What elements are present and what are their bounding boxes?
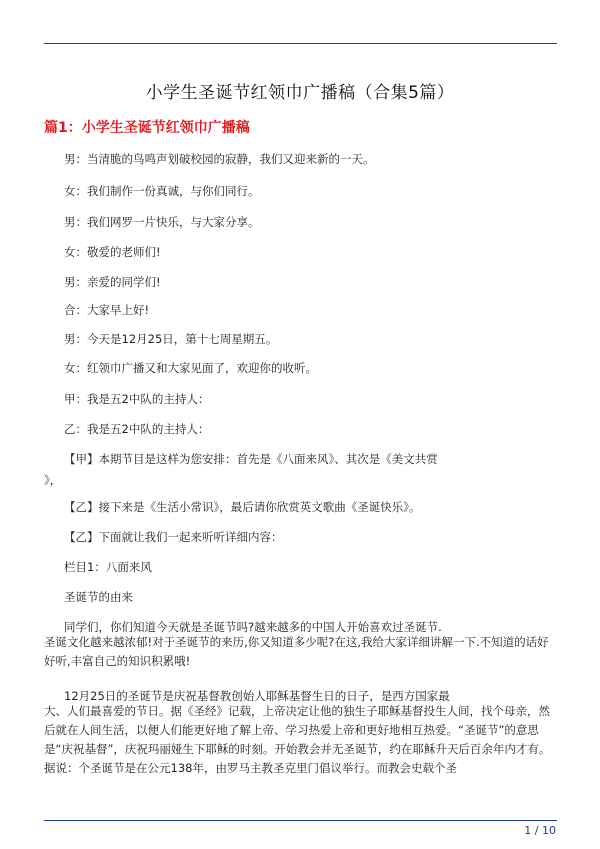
dialogue-line: 男：当清脆的鸟鸣声划破校园的寂静，我们又迎来新的一天。	[64, 152, 375, 166]
dialogue-line: 男：我们网罗一片快乐，与大家分享。	[64, 215, 260, 229]
dialogue-line: 女：我们制作一份真诚，与你们同行。	[64, 184, 260, 198]
dialogue-line: 男：今天是12月25日，第十七周星期五。	[64, 332, 278, 346]
intro-paragraph-line: 同学们，你们知道今天就是圣诞节吗?越来越多的中国人开始喜欢过圣诞节.	[64, 620, 442, 634]
dialogue-line: 合：大家早上好!	[64, 303, 150, 317]
dialogue-line: 女：敬爱的老师们!	[64, 245, 161, 259]
dialogue-line: 男：亲爱的同学们!	[64, 275, 161, 289]
header-rule	[44, 43, 557, 44]
program-line: 【甲】本期节目是这样为您安排：首先是《八面来风》、其次是《美文共赏	[64, 452, 438, 466]
intro-paragraph: 圣诞文化越来越浓郁!对于圣诞节的来历,你又知道多少呢?在这,我给大家详细讲解一下.不知道的话好好听,丰富自己的知识积累哦!	[44, 635, 549, 668]
program-line-continued: 》，	[44, 473, 62, 487]
document-title: 小学生圣诞节红领巾广播稿（合集5篇）	[145, 83, 455, 103]
next-program-line: 【乙】接下来是《生活小常识》，最后请你欣赏英文歌曲《圣诞快乐》。	[64, 500, 421, 514]
origin-heading: 圣诞节的由来	[64, 590, 133, 604]
page-number: 1 / 10	[524, 824, 556, 837]
history-paragraph: 大、人们最喜爱的节日。据《圣经》记载，上帝决定让他的独生子耶稣基督投生人间，找个母亲，然后就在人间生活，以便人们能更好地了解上帝、学习热爱上帝和更好地相互热爱。“圣诞节”的意思是“庆祝基督”，庆祝玛丽娅生下耶稣的时刻。开始教会并无圣诞节，约在耶稣升天后百余年内才有。据说：个圣诞节是在公元138年，由罗马主教圣克里门倡议举行。而教会史载个圣	[44, 704, 551, 775]
dialogue-line: 乙：我是五2中队的主持人：	[64, 422, 210, 436]
footer-rule	[44, 820, 557, 821]
column-line: 栏目1：八面来风	[64, 560, 152, 574]
dialogue-line: 甲：我是五2中队的主持人：	[64, 392, 210, 406]
dialogue-line: 女：红领巾广播又和大家见面了，欢迎你的收听。	[64, 361, 317, 375]
listen-line: 【乙】下面就让我们一起来听听详细内容：	[64, 530, 283, 544]
section-heading: 篇1：小学生圣诞节红领巾广播稿	[44, 120, 250, 136]
history-paragraph-line: 12月25日的圣诞节是庆祝基督教创始人耶稣基督生日的日子，是西方国家最	[64, 689, 450, 703]
